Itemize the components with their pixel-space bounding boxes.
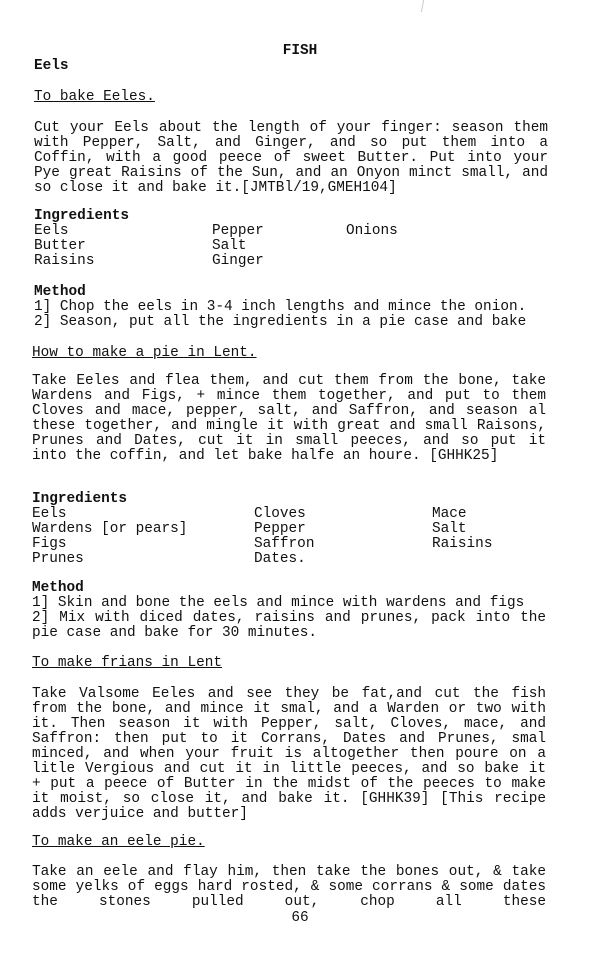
- section-label: Eels: [34, 58, 69, 74]
- recipe-title: To bake Eeles.: [34, 89, 155, 105]
- ingredient: Mace: [432, 506, 467, 522]
- ingredient: Wardens [or pears]: [32, 521, 188, 537]
- recipe-text: Take Eeles and flea them, and cut them from the bone, take Wardens and Figs, + mince them together, and put to them Cloves and mace, pepper, salt, and Saffron, and season al these together, and mingle it with great and small Raisons, Prunes and Dates, cut it in small peeces, and so put it into the coffin, and let bake halfe an houre. [GHHK25]: [32, 373, 546, 464]
- pencil-mark: [421, 0, 432, 12]
- ingredient: Eels: [34, 223, 69, 239]
- ingredient: Salt: [432, 521, 467, 537]
- ingredients-row: [32, 522, 546, 537]
- ingredient: Dates.: [254, 551, 306, 567]
- ingredient: Raisins: [34, 253, 95, 269]
- ingredient: Butter: [34, 238, 86, 254]
- method-label: Method: [32, 580, 84, 596]
- page-header: FISH: [282, 43, 318, 59]
- ingredients-row: [32, 552, 546, 567]
- ingredients-table: [32, 507, 546, 567]
- method-label: Method: [34, 284, 86, 300]
- ingredients-row: [32, 537, 546, 552]
- ingredient: Onions: [346, 223, 398, 239]
- ingredient: Figs: [32, 536, 67, 552]
- ingredients-row: [34, 254, 548, 269]
- ingredient: Saffron: [254, 536, 315, 552]
- ingredients-row: [34, 224, 548, 239]
- ingredient: Raisins: [432, 536, 493, 552]
- recipe-text: Take Valsome Eeles and see they be fat,and cut the fish from the bone, and mince it smal, and a Warden or two with it. Then season it with Pepper, salt, Cloves, mace, and Saffron: then put to it Corrans, Dates and Prunes, smal minced, and when your fruit is altogether then poure on a litle Vergious and cut it in little peeces, and so bake it + put a peece of Butter in the midst of the peeces to make it moist, so close it, and bake it. [GHHK39] [This recipe adds verjuice and butter]: [32, 686, 546, 822]
- ingredient: Ginger: [212, 253, 264, 269]
- ingredients-label: Ingredients: [32, 491, 127, 507]
- ingredients-table: [34, 224, 548, 269]
- ingredient: Pepper: [212, 223, 264, 239]
- ingredients-row: [34, 239, 548, 254]
- recipe-title: To make frians in Lent: [32, 655, 222, 671]
- ingredient: Cloves: [254, 506, 306, 522]
- page-number: 66: [291, 910, 309, 926]
- recipe-text: Take an eele and flay him, then take the bones out, & take some yelks of eggs hard rosted, & some corrans & some dates the stones pulled out, chop all these: [32, 864, 546, 910]
- recipe-title: How to make a pie in Lent.: [32, 345, 257, 361]
- ingredient: Prunes: [32, 551, 84, 567]
- ingredient: Pepper: [254, 521, 306, 537]
- method-step: 1] Chop the eels in 3-4 inch lengths and mince the onion.: [34, 299, 527, 315]
- method-step: 1] Skin and bone the eels and mince with wardens and figs: [32, 595, 525, 611]
- ingredient: Salt: [212, 238, 247, 254]
- recipe-title: To make an eele pie.: [32, 834, 205, 850]
- ingredients-row: [32, 507, 546, 522]
- ingredient: Eels: [32, 506, 67, 522]
- method-step: 2] Season, put all the ingredients in a pie case and bake: [34, 314, 527, 330]
- ingredients-label: Ingredients: [34, 208, 129, 224]
- method-step: 2] Mix with diced dates, raisins and prunes, pack into the pie case and bake for 30 minutes.: [32, 610, 546, 641]
- recipe-text: Cut your Eels about the length of your finger: season them with Pepper, Salt, and Ginger, and so put them into a Coffin, with a good peece of sweet Butter. Put into your Pye great Raisins of the Sun, and an Onyon minct small, and so close it and bake it.[JMTBl/19,GMEH104]: [34, 120, 548, 196]
